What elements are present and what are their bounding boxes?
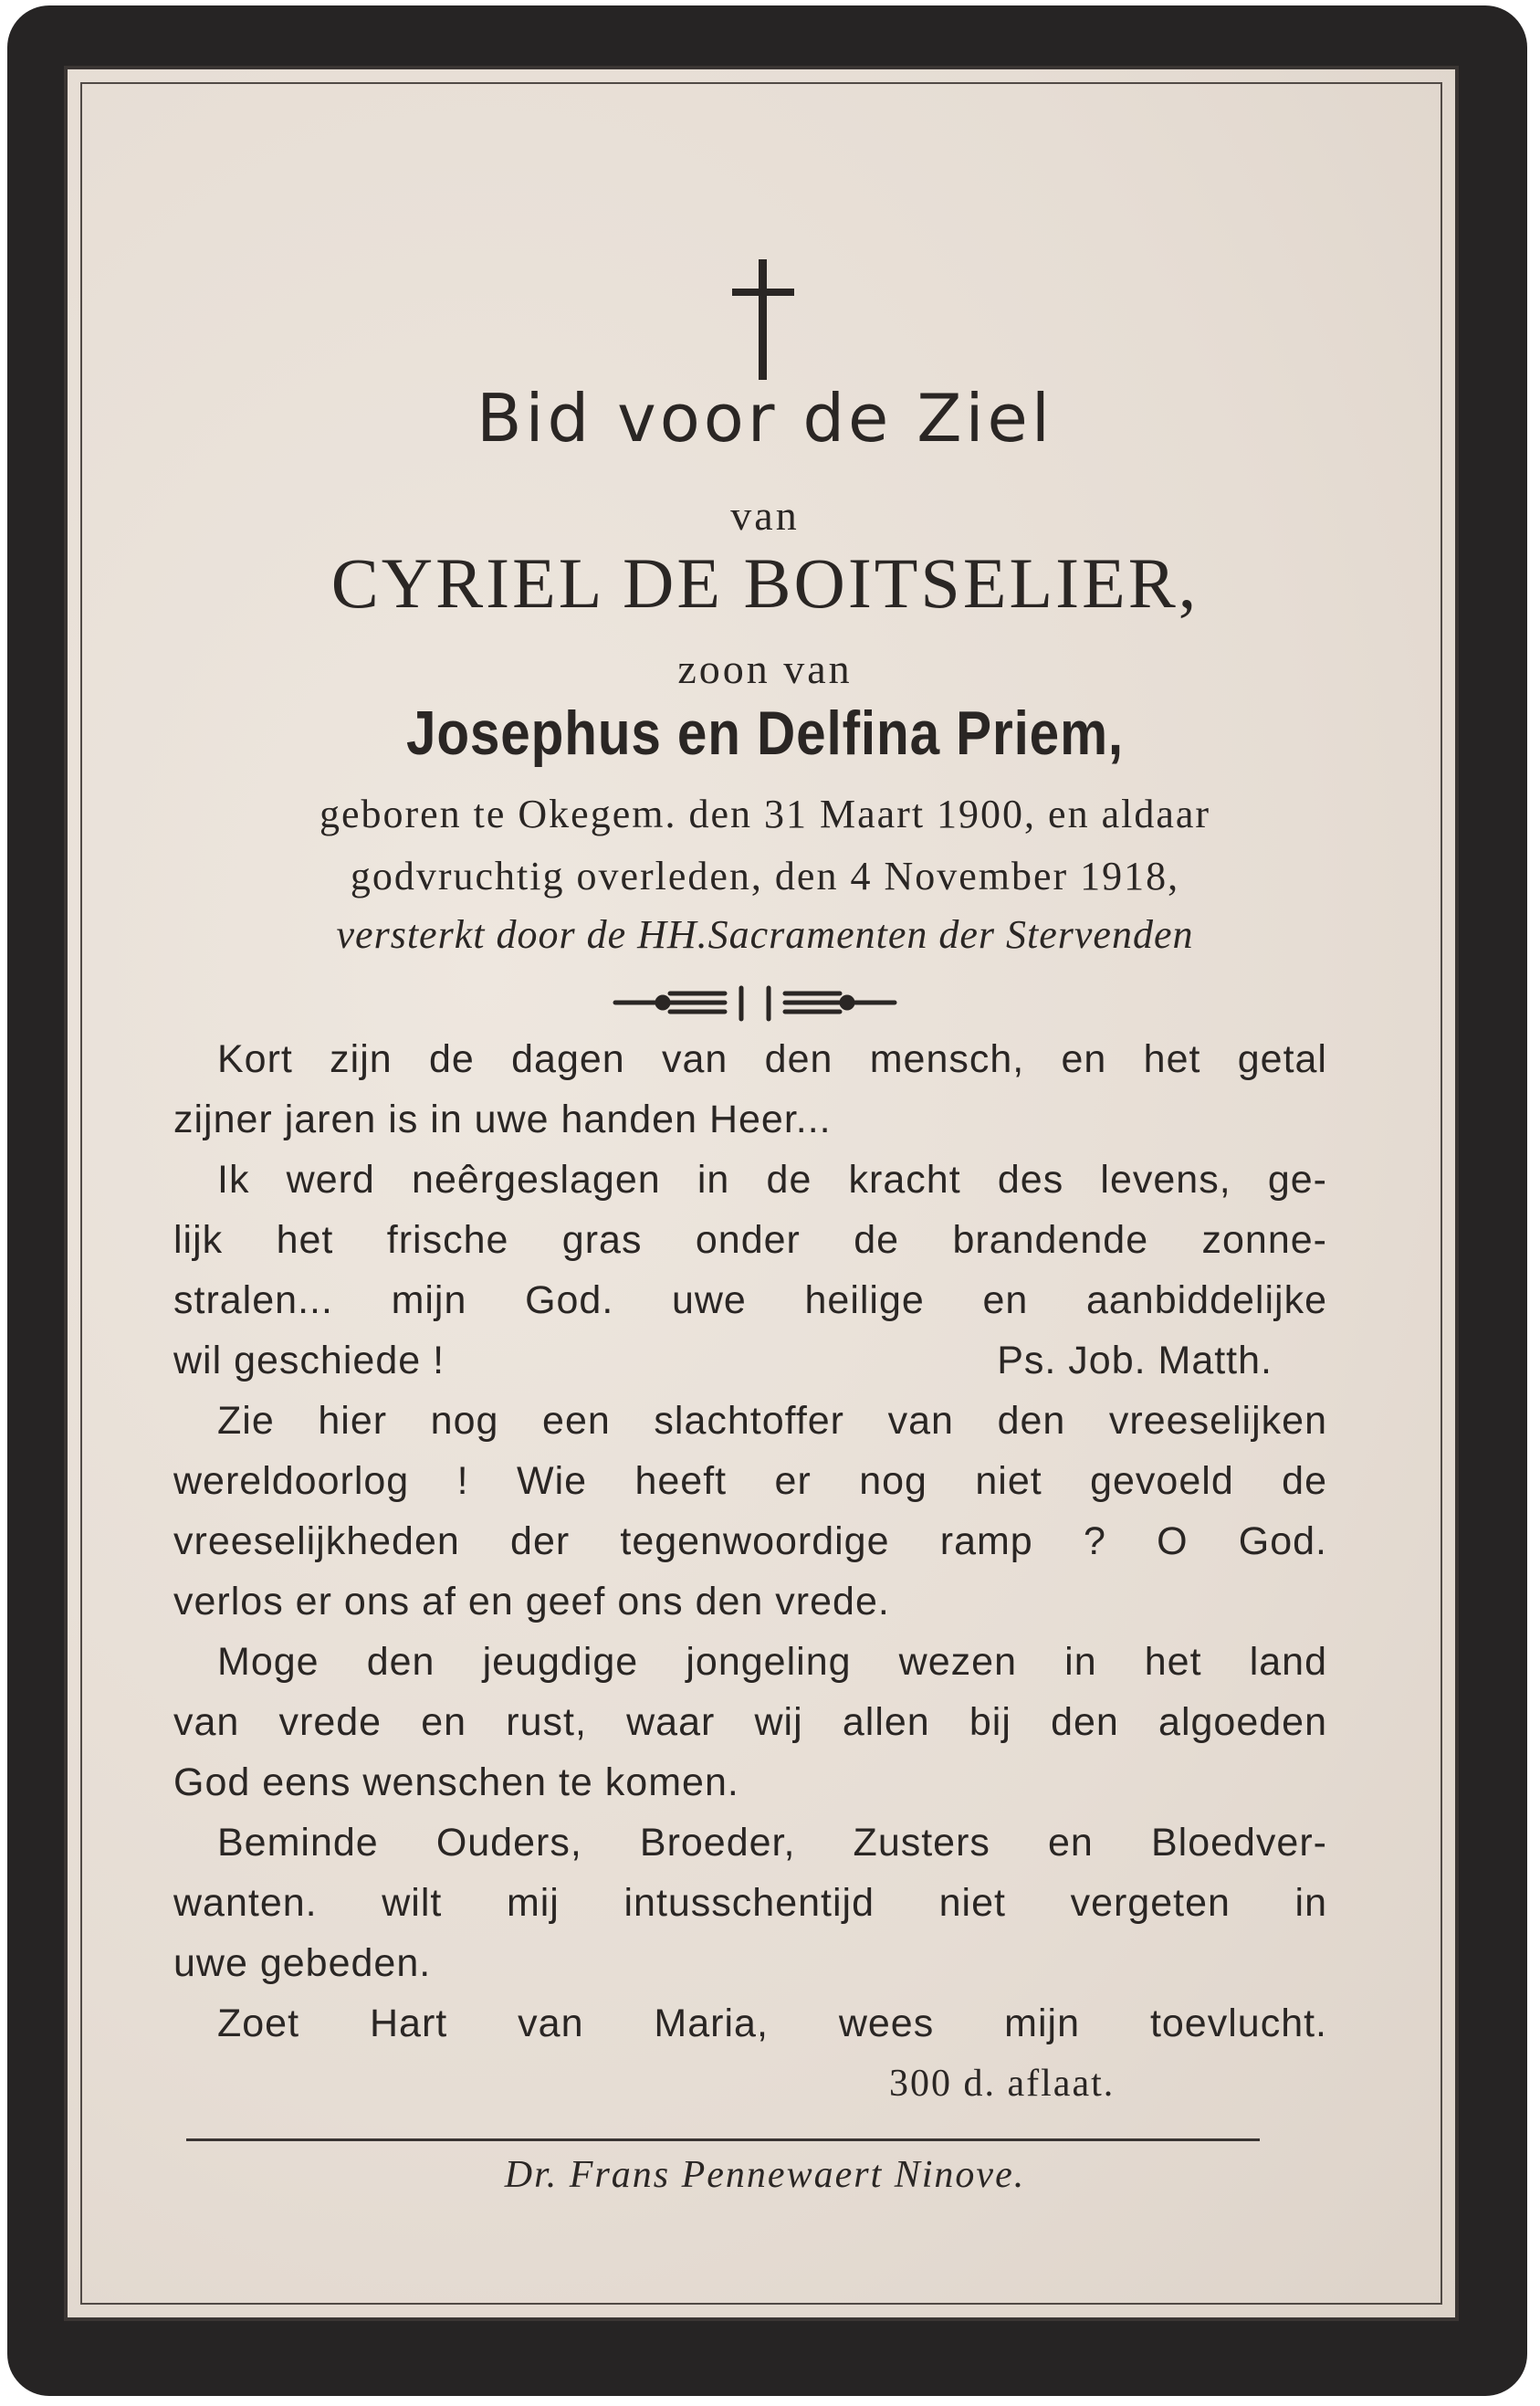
zoon-van-label: zoon van — [677, 646, 853, 692]
text-line: Zie hier nog een slachtoffer van den vreeselijken — [217, 1399, 1327, 1443]
text-line: verlos er ons af en geef ons den vrede. — [173, 1580, 890, 1623]
text-line: uwe gebeden. — [173, 1941, 432, 1985]
text-line: van vrede en rust, waar wij allen bij den algoeden — [173, 1700, 1327, 1744]
parents-names: Josephus en Delfina Priem, — [405, 699, 1125, 768]
will-line-row — [173, 1339, 1327, 1383]
card-panel — [64, 66, 1459, 2321]
printer-credit: Dr. Frans Pennewaert Ninove. — [504, 2154, 1026, 2196]
text-line: Kort zijn de dagen van den mensch, en het getal — [217, 1037, 1327, 1081]
scroll-ornament-icon — [68, 69, 1462, 1074]
text-line: wereldoorlog ! Wie heeft er nog niet gevoeld de — [173, 1459, 1327, 1503]
card-title: Bid voor de Ziel — [477, 380, 1053, 457]
van-label: van — [730, 492, 800, 539]
closing-prayer: Zoet Hart van Maria, wees mijn toevlucht. — [217, 2001, 1327, 2045]
deceased-name: CYRIEL DE BOITSELIER, — [330, 543, 1200, 623]
text-line: stralen... mijn God. uwe heilige en aanbiddelijke — [173, 1278, 1327, 1322]
text-line: zijner jaren is in uwe handen Heer... — [173, 1098, 832, 1141]
sacrament-line: versterkt door de HH.Sacramenten der Stervenden — [336, 912, 1194, 957]
will-line: wil geschiede ! — [173, 1339, 445, 1382]
divider-rule — [186, 2138, 1260, 2141]
death-line: godvruchtig overleden, den 4 November 1918, — [350, 854, 1180, 898]
text-line: Ik werd neêrgeslagen in de kracht des levens, ge- — [217, 1158, 1327, 1202]
text-line: Moge den jeugdige jongeling wezen in het land — [217, 1640, 1327, 1684]
birth-line: geboren te Okegem. den 31 Maart 1900, en aldaar — [319, 792, 1211, 836]
text-line: wanten. wilt mij intusschentijd niet vergeten in — [173, 1881, 1327, 1925]
psalm-reference: Ps. Job. Matth. — [997, 1339, 1273, 1382]
text-line: Beminde Ouders, Broeder, Zusters en Bloedver- — [217, 1821, 1327, 1865]
text-line: lijk het frische gras onder de brandende zonne- — [173, 1218, 1327, 1262]
text-line: God eens wenschen te komen. — [173, 1760, 739, 1804]
indulgence-note: 300 d. aflaat. — [889, 2063, 1116, 2105]
memorial-card — [7, 5, 1527, 2396]
text-line: vreeselijkheden der tegenwoordige ramp ? O God. — [173, 1519, 1327, 1563]
